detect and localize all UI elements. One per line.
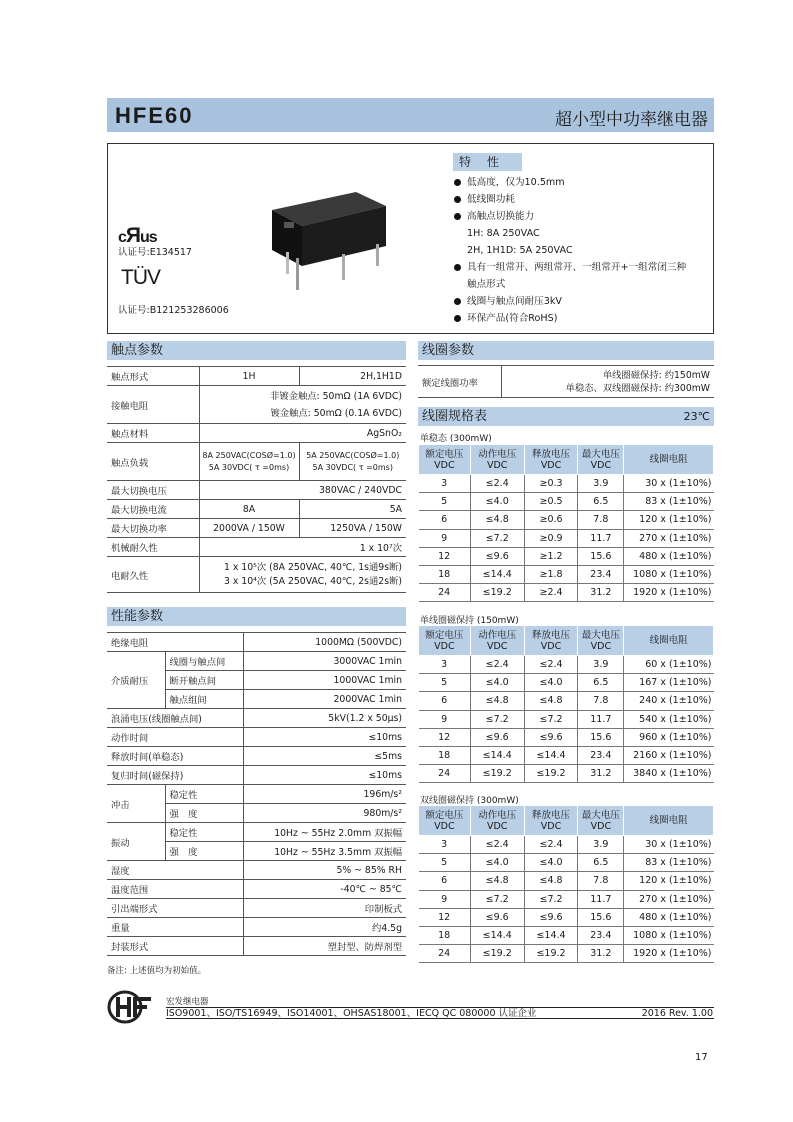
table-cell: 15.6 <box>578 908 624 926</box>
cell-label: 释放时间(单稳态) <box>107 747 243 766</box>
table-cell: 18 <box>419 565 471 583</box>
cell-label: 封装形式 <box>107 937 243 956</box>
table-row <box>419 493 714 511</box>
column-header: 额定电压 VDC <box>419 806 471 836</box>
page-number: 17 <box>695 1052 708 1063</box>
table-cell: 11.7 <box>578 529 624 547</box>
table-cell: 9 <box>419 890 471 908</box>
table-row <box>419 565 714 583</box>
table-cell: ≤7.2 <box>524 890 578 908</box>
table-cell: 7.8 <box>578 872 624 890</box>
table-cell: ≤4.0 <box>524 674 578 692</box>
column-header: 释放电压 VDC <box>524 806 578 836</box>
table-caption: 单线圈磁保持 (150mW) <box>420 616 519 626</box>
cell-label: 动作时间 <box>107 728 243 747</box>
table-cell: ≤7.2 <box>470 710 524 728</box>
table-cell: 15.6 <box>578 547 624 565</box>
table-row <box>419 475 714 493</box>
table-row <box>419 746 714 764</box>
cell-sublabel: 触点组间 <box>165 690 243 709</box>
coil-spec-heading: 线圈规格表 23℃ <box>418 407 714 426</box>
cell-label: 触点材料 <box>107 424 199 443</box>
footnote: 备注: 上述值均为初始值。 <box>107 966 207 976</box>
table-row <box>107 823 406 842</box>
relay-product-image <box>272 192 390 298</box>
table-cell: ≤4.8 <box>470 511 524 529</box>
table-cell: 83 x (1±10%) <box>624 854 714 872</box>
table-cell: ≤19.2 <box>524 945 578 963</box>
cell-value: 8A 250VAC(COSØ=1.0) 5A 30VDC( τ =0ms) <box>199 443 299 481</box>
cell-value: 1000VAC 1min <box>243 671 406 690</box>
cell-value: 5A <box>299 500 406 519</box>
cell-label: 引出端形式 <box>107 899 243 918</box>
cell-value: 5A 250VAC(COSØ=1.0) 5A 30VDC( τ =0ms) <box>299 443 406 481</box>
table-cell: 24 <box>419 945 471 963</box>
cell-label: 最大切换电流 <box>107 500 199 519</box>
feature-item: 环保产品(符合RoHS) <box>453 310 713 327</box>
table-cell: 12 <box>419 547 471 565</box>
table-cell: 6.5 <box>578 854 624 872</box>
table-row <box>107 880 406 899</box>
table-cell: 24 <box>419 765 471 783</box>
coil-spec-table-monostable <box>418 444 714 602</box>
cell-label: 绝缘电阻 <box>107 633 243 652</box>
table-row <box>107 519 406 538</box>
table-cell: ≥1.2 <box>524 547 578 565</box>
table-row <box>107 443 406 481</box>
table-cell: 12 <box>419 728 471 746</box>
table-cell: 6.5 <box>578 674 624 692</box>
cell-value: 约4.5g <box>243 918 406 937</box>
table-cell: ≥2.4 <box>524 584 578 602</box>
table-cell: 6.5 <box>578 493 624 511</box>
cell-label: 触点形式 <box>107 367 199 386</box>
cell-value: 2000VAC 1min <box>243 690 406 709</box>
table-row <box>419 836 714 854</box>
table-row <box>419 908 714 926</box>
table-row <box>419 656 714 674</box>
cell-value: 2H,1H1D <box>299 367 406 386</box>
table-cell: 480 x (1±10%) <box>624 908 714 926</box>
table-cell: ≤4.8 <box>470 692 524 710</box>
table-cell: ≤4.8 <box>470 872 524 890</box>
table-row <box>107 918 406 937</box>
table-cell: 24 <box>419 584 471 602</box>
table-row <box>419 692 714 710</box>
table-cell: 3840 x (1±10%) <box>624 765 714 783</box>
table-cell: ≤19.2 <box>470 945 524 963</box>
table-cell: ≤7.2 <box>524 710 578 728</box>
cell-sublabel: 强 度 <box>165 804 243 823</box>
table-cell: 1920 x (1±10%) <box>624 945 714 963</box>
feature-item: 低线圈功耗 <box>453 191 713 208</box>
cell-value: ≤5ms <box>243 747 406 766</box>
performance-heading: 性能参数 <box>107 607 406 626</box>
cell-label: 浪涌电压(线圈触点间) <box>107 709 243 728</box>
table-cell: 2160 x (1±10%) <box>624 746 714 764</box>
table-header-row <box>419 806 714 836</box>
table-row <box>107 481 406 500</box>
cell-value: 非镀金触点: 50mΩ (1A 6VDC) 镀金触点: 50mΩ (0.1A 6VDC) <box>199 386 406 424</box>
cell-label: 振动 <box>107 823 165 861</box>
cell-sublabel: 稳定性 <box>165 785 243 804</box>
table-cell: 31.2 <box>578 584 624 602</box>
table-cell: ≤4.0 <box>470 854 524 872</box>
table-row <box>419 547 714 565</box>
cell-value: 3000VAC 1min <box>243 652 406 671</box>
table-header-row <box>419 445 714 475</box>
column-header: 动作电压 VDC <box>470 806 524 836</box>
cell-value: 5kV(1.2 x 50μs) <box>243 709 406 728</box>
table-cell: 480 x (1±10%) <box>624 547 714 565</box>
table-cell: 15.6 <box>578 728 624 746</box>
table-row <box>419 926 714 944</box>
table-cell: ≤19.2 <box>524 765 578 783</box>
cell-value: 196m/s² <box>243 785 406 804</box>
cell-value: 2000VA / 150W <box>199 519 299 538</box>
table-cell: 270 x (1±10%) <box>624 529 714 547</box>
cell-sublabel: 稳定性 <box>165 823 243 842</box>
table-row <box>107 747 406 766</box>
ul-logo: cЯus <box>118 224 157 247</box>
column-header: 释放电压 VDC <box>524 626 578 656</box>
table-cell: 5 <box>419 493 471 511</box>
table-row <box>107 785 406 804</box>
table-row <box>107 538 406 557</box>
table-cell: 3 <box>419 475 471 493</box>
table-cell: ≥1.8 <box>524 565 578 583</box>
table-cell: ≤4.0 <box>524 854 578 872</box>
company-name: 宏发继电器 <box>166 997 209 1007</box>
table-cell: ≤14.4 <box>470 926 524 944</box>
table-cell: ≤2.4 <box>470 656 524 674</box>
cell-value: 印制板式 <box>243 899 406 918</box>
table-cell: 5 <box>419 854 471 872</box>
table-cell: ≤4.8 <box>524 872 578 890</box>
column-header: 线圈电阻 <box>624 626 714 656</box>
table-row <box>419 872 714 890</box>
column-header: 线圈电阻 <box>624 445 714 475</box>
table-cell: 18 <box>419 746 471 764</box>
table-cell: ≤19.2 <box>470 584 524 602</box>
table-cell: 9 <box>419 529 471 547</box>
ul-cert-number: 认证号:E134517 <box>118 247 192 258</box>
table-cell: 6 <box>419 511 471 529</box>
table-row <box>107 386 406 424</box>
product-subtitle: 超小型中功率继电器 <box>555 110 708 130</box>
table-cell: 540 x (1±10%) <box>624 710 714 728</box>
cell-label: 最大切换电压 <box>107 481 199 500</box>
table-row <box>107 500 406 519</box>
table-cell: 30 x (1±10%) <box>624 836 714 854</box>
table-cell: ≥0.5 <box>524 493 578 511</box>
table-cell: ≤7.2 <box>470 890 524 908</box>
table-cell: 7.8 <box>578 511 624 529</box>
table-header-row <box>419 626 714 656</box>
revision: 2016 Rev. 1.00 <box>641 1008 713 1019</box>
table-cell: 3.9 <box>578 836 624 854</box>
table-cell: ≤2.4 <box>524 656 578 674</box>
table-cell: 270 x (1±10%) <box>624 890 714 908</box>
table-row <box>107 861 406 880</box>
table-cell: 18 <box>419 926 471 944</box>
cell-label: 额定线圈功率 <box>418 366 501 398</box>
cell-value: 380VAC / 240VDC <box>199 481 406 500</box>
column-header: 动作电压 VDC <box>470 626 524 656</box>
cell-value: 1 x 10⁵次 (8A 250VAC, 40℃, 1s通9s断) 3 x 10⁴次 (5A 250VAC, 40℃, 2s通2s断) <box>199 557 406 593</box>
table-row <box>107 557 406 593</box>
coil-spec-table-double-coil-latching <box>418 805 714 963</box>
table-cell: ≤4.0 <box>470 674 524 692</box>
tuv-cert-number: 认证号:B121253286006 <box>118 305 229 316</box>
table-cell: 1080 x (1±10%) <box>624 565 714 583</box>
feature-item: 低高度，仅为10.5mm <box>453 174 713 191</box>
table-cell: ≤4.8 <box>524 692 578 710</box>
features-heading: 特 性 <box>453 153 522 171</box>
table-row <box>418 366 714 398</box>
table-row <box>419 854 714 872</box>
table-cell: ≤9.6 <box>470 547 524 565</box>
coil-spec-table-single-coil-latching <box>418 625 714 783</box>
cell-value: 8A <box>199 500 299 519</box>
table-cell: 3 <box>419 656 471 674</box>
feature-list <box>453 174 713 327</box>
cell-value: 10Hz ~ 55Hz 3.5mm 双振幅 <box>243 842 406 861</box>
table-row <box>107 367 406 386</box>
cell-label: 最大切换功率 <box>107 519 199 538</box>
cell-label: 接触电阻 <box>107 386 199 424</box>
cell-value: ≤10ms <box>243 766 406 785</box>
feature-item: 2H, 1H1D: 5A 250VAC <box>467 245 573 256</box>
cell-label: 重量 <box>107 918 243 937</box>
cell-value: 5% ~ 85% RH <box>243 861 406 880</box>
cell-label: 触点负载 <box>107 443 199 481</box>
table-cell: 7.8 <box>578 692 624 710</box>
table-cell: ≤14.4 <box>470 746 524 764</box>
table-row <box>107 424 406 443</box>
table-cell: 12 <box>419 908 471 926</box>
table-cell: 240 x (1±10%) <box>624 692 714 710</box>
cell-label: 复归时间(磁保持) <box>107 766 243 785</box>
table-row <box>419 728 714 746</box>
cell-sublabel: 线圈与触点间 <box>165 652 243 671</box>
title-bar <box>107 98 714 132</box>
table-caption: 单稳态 (300mW) <box>420 434 492 444</box>
table-cell: 1080 x (1±10%) <box>624 926 714 944</box>
table-row <box>419 890 714 908</box>
feature-item: 线圈与触点间耐压3kV <box>453 293 713 310</box>
table-cell: 11.7 <box>578 710 624 728</box>
cell-label: 湿度 <box>107 861 243 880</box>
table-cell: ≤14.4 <box>524 746 578 764</box>
table-row <box>107 728 406 747</box>
table-row <box>419 529 714 547</box>
table-cell: 960 x (1±10%) <box>624 728 714 746</box>
table-cell: ≥0.6 <box>524 511 578 529</box>
cell-value: 1000MΩ (500VDC) <box>243 633 406 652</box>
table-cell: 31.2 <box>578 945 624 963</box>
table-cell: 3 <box>419 836 471 854</box>
table-row <box>419 674 714 692</box>
table-row <box>107 766 406 785</box>
table-row <box>107 899 406 918</box>
column-header: 最大电压 VDC <box>578 445 624 475</box>
tuv-logo: TÜV <box>121 266 160 289</box>
contact-heading: 触点参数 <box>107 341 406 360</box>
table-cell: 9 <box>419 710 471 728</box>
table-cell: ≤19.2 <box>470 765 524 783</box>
table-cell: ≤2.4 <box>470 836 524 854</box>
iso-certifications: ISO9001、ISO/TS16949、ISO14001、OHSAS18001、IECQ QC 080000 认证企业 <box>166 1008 537 1019</box>
cell-value: AgSnO₂ <box>199 424 406 443</box>
table-row <box>107 709 406 728</box>
table-cell: ≤9.6 <box>524 728 578 746</box>
ambient-temperature: 23℃ <box>683 410 710 423</box>
table-cell: ≤9.6 <box>470 728 524 746</box>
column-header: 释放电压 VDC <box>524 445 578 475</box>
table-cell: 83 x (1±10%) <box>624 493 714 511</box>
table-cell: 11.7 <box>578 890 624 908</box>
coil-heading: 线圈参数 <box>418 341 714 360</box>
table-cell: ≤9.6 <box>470 908 524 926</box>
table-cell: ≤2.4 <box>524 836 578 854</box>
column-header: 线圈电阻 <box>624 806 714 836</box>
table-caption: 双线圈磁保持 (300mW) <box>420 796 519 806</box>
table-cell: 6 <box>419 872 471 890</box>
table-row <box>419 765 714 783</box>
cell-value: 单线圈磁保持: 约150mW 单稳态、双线圈磁保持: 约300mW <box>501 366 714 398</box>
table-cell: 23.4 <box>578 926 624 944</box>
cell-value: 10Hz ~ 55Hz 2.0mm 双振幅 <box>243 823 406 842</box>
table-cell: 120 x (1±10%) <box>624 511 714 529</box>
cell-label: 温度范围 <box>107 880 243 899</box>
table-cell: ≤9.6 <box>524 908 578 926</box>
table-cell: ≤7.2 <box>470 529 524 547</box>
table-cell: 60 x (1±10%) <box>624 656 714 674</box>
column-header: 额定电压 VDC <box>419 445 471 475</box>
hongfa-logo <box>107 990 161 1024</box>
table-cell: 120 x (1±10%) <box>624 872 714 890</box>
table-cell: ≥0.9 <box>524 529 578 547</box>
column-header: 额定电压 VDC <box>419 626 471 656</box>
column-header: 动作电压 VDC <box>470 445 524 475</box>
table-row <box>419 511 714 529</box>
table-row <box>107 652 406 671</box>
table-row <box>419 710 714 728</box>
cell-label: 介质耐压 <box>107 652 165 709</box>
table-cell: 23.4 <box>578 565 624 583</box>
column-header: 最大电压 VDC <box>578 626 624 656</box>
table-cell: 23.4 <box>578 746 624 764</box>
cell-sublabel: 断开触点间 <box>165 671 243 690</box>
cell-value: 980m/s² <box>243 804 406 823</box>
feature-item: 1H: 8A 250VAC <box>467 228 540 239</box>
cell-label: 机械耐久性 <box>107 538 199 557</box>
cell-value: 1250VA / 150W <box>299 519 406 538</box>
table-cell: ≤2.4 <box>470 475 524 493</box>
table-row <box>419 945 714 963</box>
cell-value: ≤10ms <box>243 728 406 747</box>
cell-sublabel: 强 度 <box>165 842 243 861</box>
feature-item: 触点形式 <box>467 279 506 290</box>
table-cell: ≤14.4 <box>470 565 524 583</box>
table-cell: 5 <box>419 674 471 692</box>
cell-label: 电耐久性 <box>107 557 199 593</box>
contact-table <box>107 366 406 593</box>
table-cell: 167 x (1±10%) <box>624 674 714 692</box>
table-cell: 3.9 <box>578 656 624 674</box>
model-name: HFE60 <box>115 103 194 128</box>
table-cell: 3.9 <box>578 475 624 493</box>
table-cell: ≤4.0 <box>470 493 524 511</box>
cell-value: 1H <box>199 367 299 386</box>
cell-value: 塑封型、防焊剂型 <box>243 937 406 956</box>
coil-table <box>418 365 714 398</box>
feature-item: 具有一组常开、两组常开、一组常开+一组常闭三种 <box>453 259 713 276</box>
cell-value: -40℃ ~ 85℃ <box>243 880 406 899</box>
performance-table <box>107 632 406 956</box>
column-header: 最大电压 VDC <box>578 806 624 836</box>
table-cell: ≤14.4 <box>524 926 578 944</box>
table-row <box>107 937 406 956</box>
cell-label: 冲击 <box>107 785 165 823</box>
feature-item: 高触点切换能力 <box>453 208 713 225</box>
cell-value: 1 x 10⁷次 <box>199 538 406 557</box>
table-row <box>419 584 714 602</box>
table-row <box>107 633 406 652</box>
table-cell: 30 x (1±10%) <box>624 475 714 493</box>
table-cell: 31.2 <box>578 765 624 783</box>
table-cell: 6 <box>419 692 471 710</box>
table-cell: 1920 x (1±10%) <box>624 584 714 602</box>
table-cell: ≥0.3 <box>524 475 578 493</box>
